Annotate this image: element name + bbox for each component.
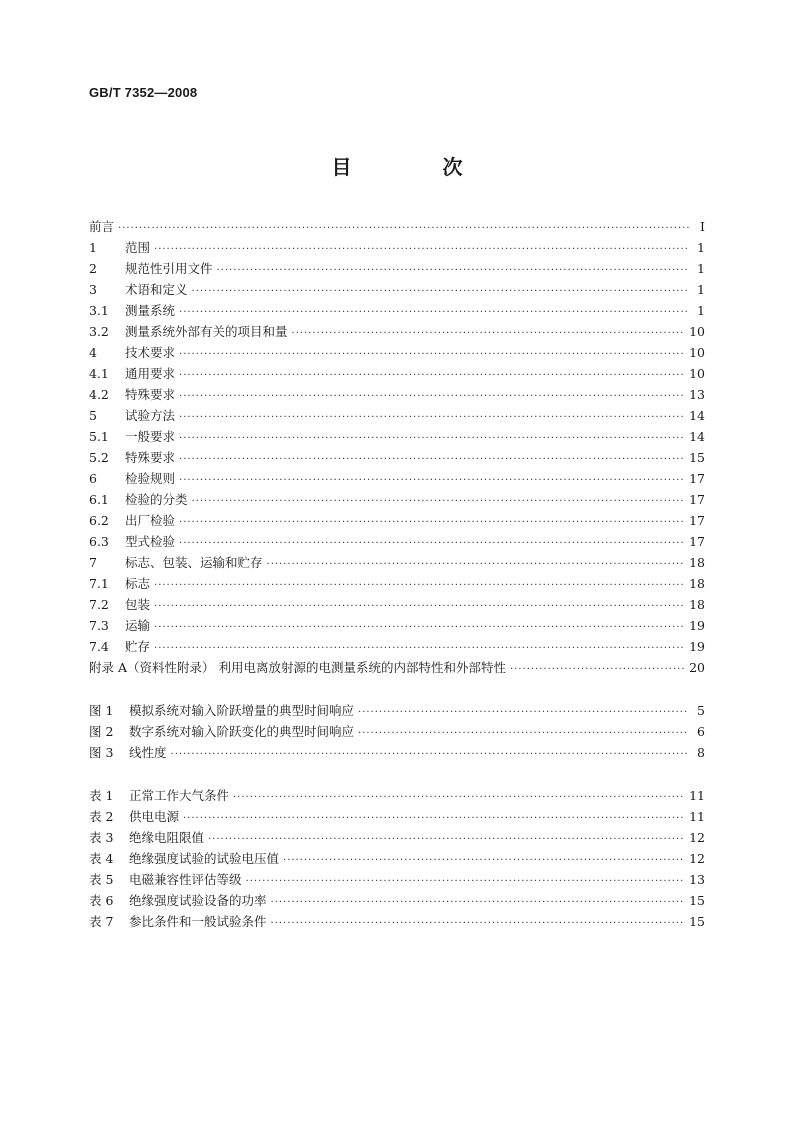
entry-number: 1 [89,240,97,255]
entry-number: 表 5 [89,872,114,887]
entry-number: 5 [89,408,97,423]
toc-entry[interactable] [89,447,705,468]
figure-list [89,700,705,763]
dot-leader [179,365,685,386]
toc-entry[interactable] [89,216,705,237]
entry-page-number: 13 [689,387,705,402]
entry-page-number: 1 [697,261,705,276]
entry-number: 附录 A [89,660,128,675]
dot-leader [154,575,685,596]
toc-entry[interactable] [89,594,705,615]
dot-leader [179,449,685,470]
dot-leader [283,850,685,871]
figure-entry[interactable] [89,742,705,763]
entry-page-number: 17 [689,492,705,507]
dot-leader [171,744,689,765]
entry-number: 7.2 [89,597,109,612]
dot-leader [510,659,685,680]
dot-leader [179,407,685,428]
entry-page-number: 19 [689,618,705,633]
entry-number: 4 [89,345,97,360]
entry-page-number: 8 [697,745,705,760]
entry-label: 检验的分类 [125,492,188,507]
standard-code: GB/T 7352—2008 [89,85,198,100]
entry-label: 特殊要求 [125,450,176,465]
entry-number: 表 3 [89,830,114,845]
entry-page-number: 15 [689,893,705,908]
entry-number: 4.2 [89,387,109,402]
table-entry[interactable] [89,869,705,890]
entry-page-number: 11 [689,788,705,803]
toc-entry[interactable] [89,636,705,657]
dot-leader [217,260,689,281]
entry-number: 7.1 [89,576,109,591]
entry-page-number: 17 [689,471,705,486]
entry-number: 表 7 [89,914,114,929]
entry-page-number: 19 [689,639,705,654]
dot-leader [192,491,686,512]
toc-entry[interactable] [89,237,705,258]
entry-label: 特殊要求 [125,387,176,402]
dot-leader [154,638,685,659]
toc-entry[interactable] [89,258,705,279]
entry-label: 技术要求 [125,345,176,360]
entry-label: 标志、包装、运输和贮存 [125,555,263,570]
entry-label: 出厂检验 [125,513,176,528]
entry-label: 供电电源 [129,809,180,824]
entry-page-number: 6 [697,724,705,739]
entry-label: 绝缘强度试验的试验电压值 [129,851,280,866]
entry-label: 包装 [125,597,151,612]
entry-page-number: 14 [689,429,705,444]
toc-entry[interactable] [89,384,705,405]
table-entry[interactable] [89,806,705,827]
dot-leader [154,239,689,260]
entry-number: 5.1 [89,429,109,444]
entry-number: 图 1 [89,703,114,718]
entry-number: 7 [89,555,97,570]
dot-leader [179,470,685,491]
table-list [89,785,705,932]
dot-leader [292,323,686,344]
entry-number: 7.3 [89,618,109,633]
entry-number: 3.2 [89,324,109,339]
entry-label: 一般要求 [125,429,176,444]
dot-leader [154,617,685,638]
toc-entry[interactable] [89,342,705,363]
entry-page-number: 17 [689,513,705,528]
toc-entry[interactable] [89,405,705,426]
toc-entry[interactable] [89,426,705,447]
entry-page-number: 18 [689,555,705,570]
entry-label: （资料性附录） 利用电离放射源的电测量系统的内部特性和外部特性 [127,660,506,675]
entry-page-number: 1 [697,303,705,318]
entry-page-number: 12 [689,851,705,866]
entry-label: 通用要求 [125,366,176,381]
toc-entry[interactable] [89,573,705,594]
entry-page-number: 15 [689,914,705,929]
dot-leader [179,428,685,449]
entry-number: 2 [89,261,97,276]
toc-entry[interactable] [89,468,705,489]
entry-page-number: 10 [689,324,705,339]
entry-number: 6 [89,471,97,486]
dot-leader [118,218,689,239]
dot-leader [271,892,686,913]
entry-number: 表 1 [89,788,114,803]
entry-number: 表 4 [89,851,114,866]
toc-entry[interactable] [89,321,705,342]
entry-label: 检验规则 [125,471,176,486]
entry-number: 4.1 [89,366,109,381]
entry-page-number: 13 [689,872,705,887]
entry-label: 标志 [125,576,151,591]
page-title: 目 次 [331,155,505,179]
dot-leader [154,596,685,617]
entry-label: 测量系统 [125,303,176,318]
table-of-contents [89,216,705,932]
dot-leader [179,386,685,407]
toc-entry[interactable] [89,279,705,300]
entry-page-number: 17 [689,534,705,549]
dot-leader [358,702,689,723]
entry-number: 6.1 [89,492,109,507]
toc-entry[interactable] [89,615,705,636]
entry-label: 规范性引用文件 [125,261,213,276]
entry-number: 5.2 [89,450,109,465]
dot-leader [179,512,685,533]
toc-section-list [89,216,705,678]
entry-number: 7.4 [89,639,109,654]
entry-label: 运输 [125,618,151,633]
toc-entry[interactable] [89,510,705,531]
entry-number: 3.1 [89,303,109,318]
entry-label: 试验方法 [125,408,176,423]
toc-entry[interactable] [89,657,705,678]
entry-number: 图 3 [89,745,114,760]
entry-label: 前言 [89,219,115,234]
entry-label: 线性度 [129,745,167,760]
dot-leader [233,787,685,808]
dot-leader [179,302,689,323]
table-entry[interactable] [89,827,705,848]
entry-page-number: 11 [689,809,705,824]
entry-page-number: 20 [689,660,705,675]
entry-page-number: Ⅰ [700,219,705,234]
entry-label: 范围 [125,240,151,255]
entry-label: 型式检验 [125,534,176,549]
toc-entry[interactable] [89,531,705,552]
entry-label: 数字系统对输入阶跃变化的典型时间响应 [129,724,355,739]
entry-number: 3 [89,282,97,297]
entry-page-number: 14 [689,408,705,423]
dot-leader [183,808,685,829]
dot-leader [179,533,685,554]
entry-page-number: 12 [689,830,705,845]
entry-label: 模拟系统对输入阶跃增量的典型时间响应 [129,703,355,718]
figure-entry[interactable] [89,721,705,742]
table-entry[interactable] [89,890,705,911]
table-entry[interactable] [89,785,705,806]
entry-number: 表 2 [89,809,114,824]
entry-page-number: 15 [689,450,705,465]
table-entry[interactable] [89,911,705,932]
entry-number: 6.2 [89,513,109,528]
entry-page-number: 10 [689,345,705,360]
toc-entry[interactable] [89,552,705,573]
figure-entry[interactable] [89,700,705,721]
dot-leader [267,554,686,575]
entry-page-number: 1 [697,240,705,255]
entry-label: 参比条件和一般试验条件 [129,914,267,929]
table-entry[interactable] [89,848,705,869]
entry-page-number: 1 [697,282,705,297]
toc-entry[interactable] [89,300,705,321]
entry-page-number: 18 [689,597,705,612]
entry-number: 图 2 [89,724,114,739]
dot-leader [192,281,689,302]
entry-label: 绝缘强度试验设备的功率 [129,893,267,908]
toc-entry[interactable] [89,489,705,510]
entry-page-number: 5 [697,703,705,718]
entry-number: 表 6 [89,893,114,908]
dot-leader [358,723,689,744]
entry-label: 测量系统外部有关的项目和量 [125,324,288,339]
toc-entry[interactable] [89,363,705,384]
entry-label: 术语和定义 [125,282,188,297]
entry-label: 正常工作大气条件 [129,788,230,803]
entry-label: 电磁兼容性评估等级 [129,872,242,887]
dot-leader [208,829,685,850]
entry-label: 绝缘电阻限值 [129,830,205,845]
entry-number: 6.3 [89,534,109,549]
dot-leader [246,871,686,892]
entry-label: 贮存 [125,639,151,654]
entry-page-number: 10 [689,366,705,381]
dot-leader [271,913,686,934]
dot-leader [179,344,685,365]
entry-page-number: 18 [689,576,705,591]
